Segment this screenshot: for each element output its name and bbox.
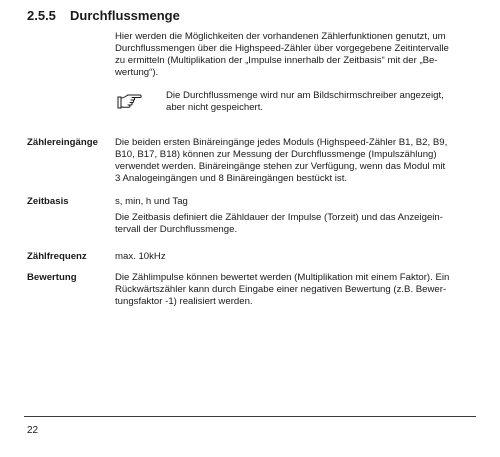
intro-paragraph xyxy=(115,31,475,79)
definition-line: tervall der Durchflussmenge. xyxy=(115,224,238,235)
definition-line: tungsfaktor -1) realisiert werden. xyxy=(115,296,253,307)
intro-line: Hier werden die Möglichkeiten der vorhandenen Zählerfunktionen genutzt, um xyxy=(115,31,446,42)
definition-line: Rückwärtszähler kann durch Eingabe einer negativen Bewertung (z.B. Bewer- xyxy=(115,284,447,295)
intro-line: wertung“). xyxy=(115,67,159,78)
pointing-hand-icon xyxy=(117,92,143,110)
note-text xyxy=(166,90,466,114)
term-zeitbasis: Zeitbasis xyxy=(27,196,69,207)
term-zaehlfrequenz: Zählfrequenz xyxy=(27,251,87,262)
definition-zaehlereingaenge xyxy=(115,137,480,185)
intro-line: Durchflussmengen über die Highspeed-Zähler über vorgegebene Zeitintervalle xyxy=(115,43,449,54)
note-line: Die Durchflussmenge wird nur am Bildschirmschreiber angezeigt, xyxy=(166,90,444,101)
definition-bewertung xyxy=(115,272,480,308)
definition-zeitbasis xyxy=(115,196,480,208)
page-number: 22 xyxy=(27,425,39,436)
definition-line: B10, B17, B18) können zur Messung der Durchflussmenge (Impulszählung) xyxy=(115,149,437,160)
note-box xyxy=(115,90,475,116)
section-title: Durchflussmenge xyxy=(70,8,180,23)
section-heading xyxy=(27,8,180,23)
term-bewertung: Bewertung xyxy=(27,272,77,283)
note-line: aber nicht gespeichert. xyxy=(166,102,264,113)
footer-divider xyxy=(24,416,476,417)
definition-line: max. 10kHz xyxy=(115,251,166,262)
definition-zeitbasis-detail xyxy=(115,212,480,236)
definition-line: verwendet werden. Binäreingänge stehen zur Verfügung, wenn das Modul mit xyxy=(115,161,446,172)
section-number: 2.5.5 xyxy=(27,8,56,23)
definition-line: Die Zählimpulse können bewertet werden (Multiplikation mit einem Faktor). Ein xyxy=(115,272,450,283)
definition-line: s, min, h und Tag xyxy=(115,196,188,207)
definition-line: Die beiden ersten Binäreingänge jedes Moduls (Highspeed-Zähler B1, B2, B9, xyxy=(115,137,448,148)
intro-line: zu ermitteln (Multiplikation der „Impulse innerhalb der Zeitbasis“ mit der „Be- xyxy=(115,55,438,66)
term-zaehlereingaenge: Zählereingänge xyxy=(27,137,98,148)
definition-zaehlfrequenz xyxy=(115,251,480,263)
definition-line: Die Zeitbasis definiert die Zähldauer der Impulse (Torzeit) und das Anzeigein- xyxy=(115,212,443,223)
definition-line: 3 Analogeingängen und 8 Binäreingängen bestückt ist. xyxy=(115,173,348,184)
